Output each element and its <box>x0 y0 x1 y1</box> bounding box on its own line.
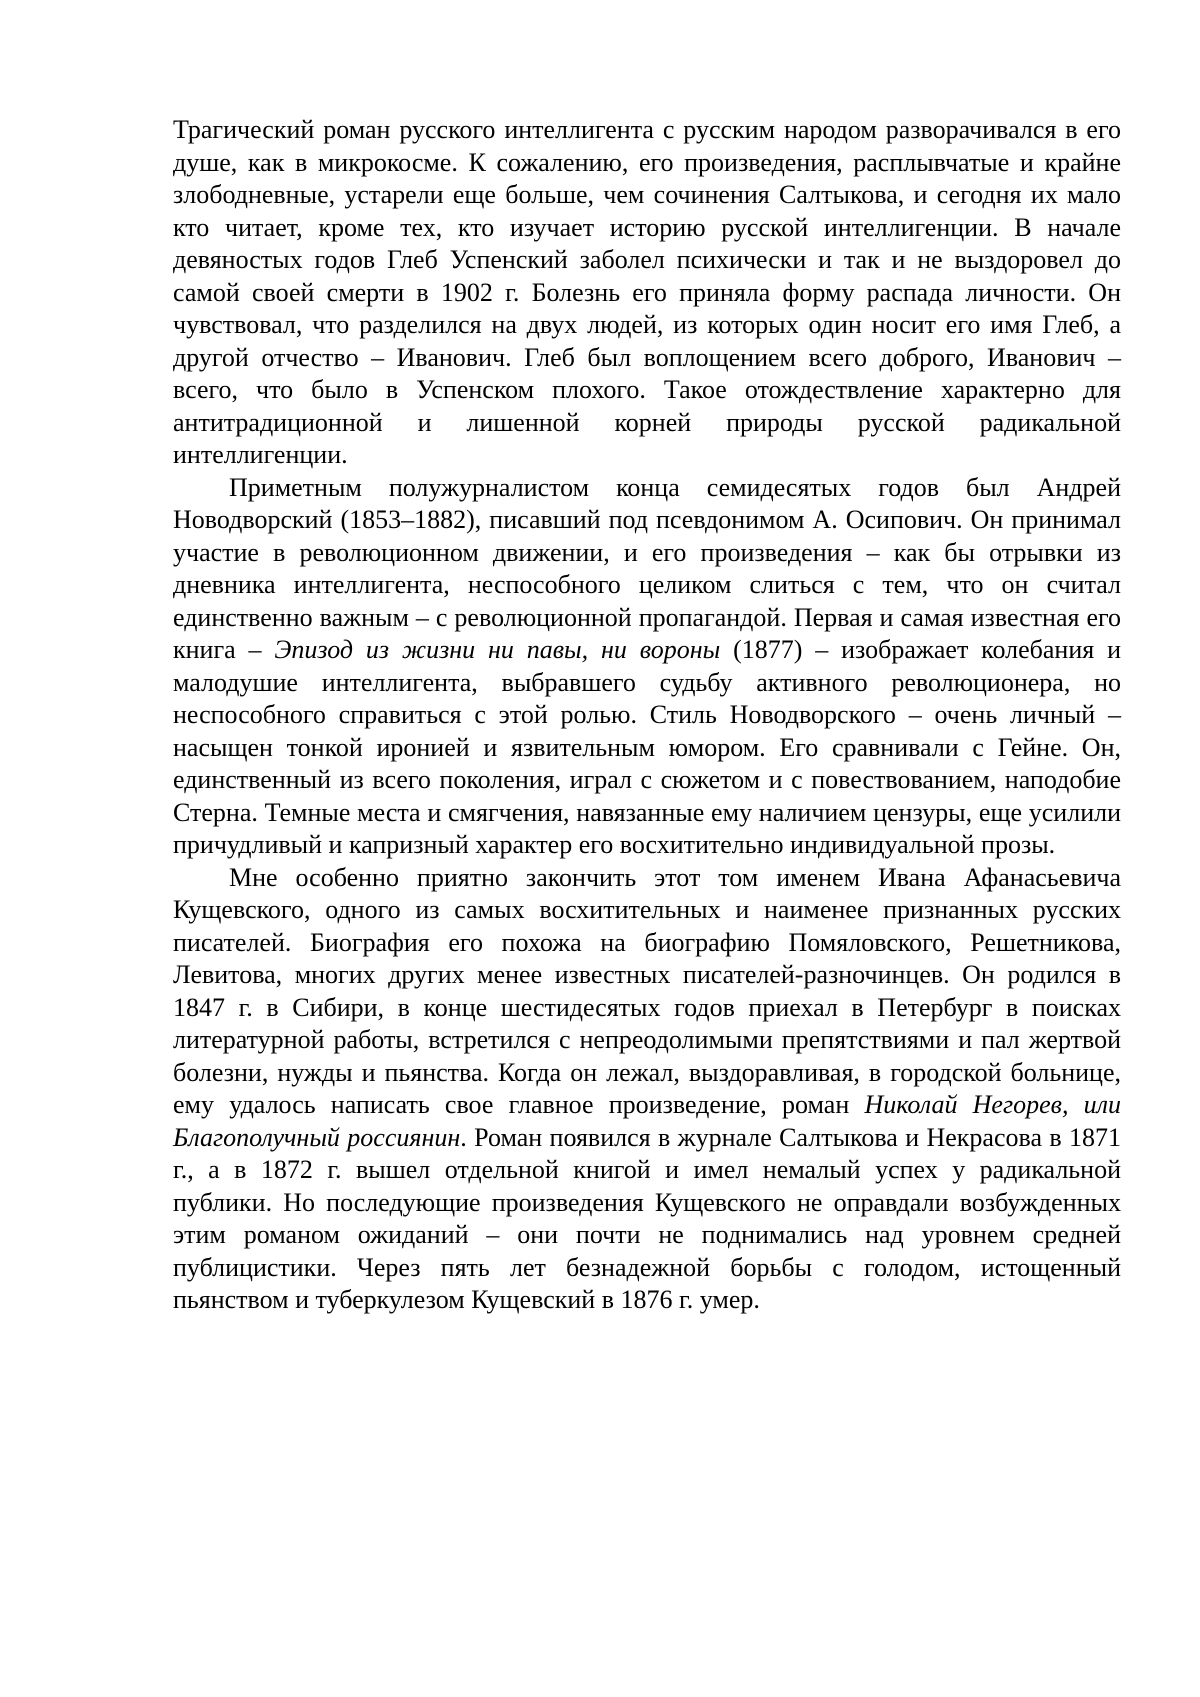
paragraph-2-text-a: Приметным полужурналистом конца семидесятых годов был Андрей Новодворский (1853–1882), писавший под псевдонимом А. Осипович. Он принимал участие в революционном движении, и его произведения – как бы отрывки из дневника интеллигента, неспособного целиком слиться с тем, что он считал единственно важным – с революционной пропагандой. Первая и самая известная его книга – <box>173 472 1121 664</box>
page-body <box>173 114 1121 1317</box>
paragraph-1 <box>173 114 1121 472</box>
paragraph-3-text-b: . Роман появился в журнале Салтыкова и Некрасова в 1871 г., а в 1872 г. вышел отдельной книгой и имел немалый успех у радикальной публики. Но последующие произведения Кущевского не оправдали возбужденных этим романом ожиданий – они почти не поднимались над уровнем средней публицистики. Через пять лет безнадежной борьбы с голодом, истощенный пьянством и туберкулезом Кущевский в 1876 г. умер. <box>173 1122 1121 1314</box>
paragraph-3-text-a: Мне особенно приятно закончить этот том именем Ивана Афанасьевича Кущевского, одного из самых восхитительных и наименее признанных русских писателей. Биография его похожа на биографию Помяловского, Решетникова, Левитова, многих других менее известных писателей-разночинцев. Он родился в 1847 г. в Сибири, в конце шестидесятых годов приехал в Петербург в поисках литературной работы, встретился с непреодолимыми препятствиями и пал жертвой болезни, нужды и пьянства. Когда он лежал, выздоравливая, в городской больнице, ему удалось написать свое главное произведение, роман <box>173 862 1121 1119</box>
paragraph-2-text-b: (1877) – изображает колебания и малодушие интеллигента, выбравшего судьбу активного революционера, но неспособного справиться с этой ролью. Стиль Новодворского – очень личный – насыщен тонкой иронией и язвительным юмором. Его сравнивали с Гейне. Он, единственный из всего поколения, играл с сюжетом и с повествованием, наподобие Стерна. Темные места и смягчения, навязанные ему наличием цензуры, еще усилили причудливый и капризный характер его восхитительно индивидуальной прозы. <box>173 635 1121 859</box>
book-title-episode: Эпизод из жизни ни павы, ни вороны <box>274 635 721 664</box>
paragraph-1-text: Трагический роман русского интеллигента с русским народом разворачивался в его душе, как в микрокосме. К сожалению, его произведения, расплывчатые и крайне злободневные, устарели еще больше, чем сочинения Салтыкова, и сегодня их мало кто читает, кроме тех, кто изучает историю русской интеллигенции. В начале девяностых годов Глеб Успенский заболел психически и так и не выздоровел до самой своей смерти в 1902 г. Болезнь его приняла форму распада личности. Он чувствовал, что разделился на двух людей, из которых один носит его имя Глеб, а другой отчество – Иванович. Глеб был воплощением всего доброго, Иванович – всего, что было в Успенском плохого. Такое отождествление характерно для антитрадиционной и лишенной корней природы русской радикальной интеллигенции. <box>173 115 1121 469</box>
paragraph-3 <box>173 862 1121 1317</box>
book-title-negorev: Николай Негорев, или Благополучный россиянин <box>173 1090 1121 1152</box>
paragraph-2 <box>173 472 1121 862</box>
